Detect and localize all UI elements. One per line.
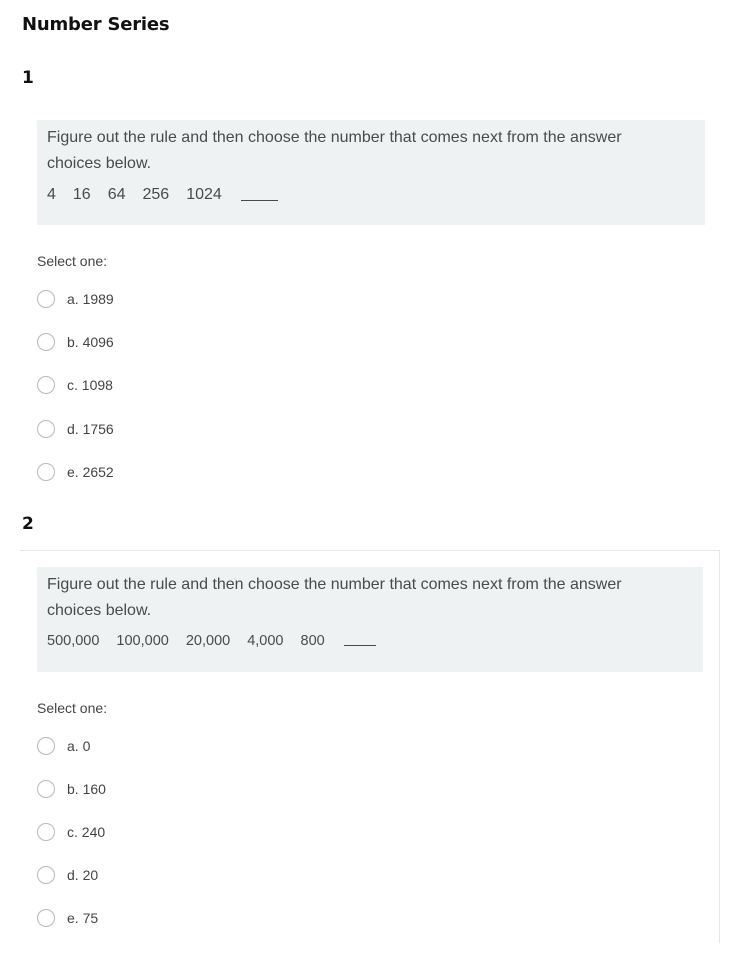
option-d[interactable] [37,864,98,886]
series-term: 20,000 [185,633,231,649]
option-label: d. 20 [67,867,99,883]
radio-button[interactable] [37,737,55,755]
series-term: 500,000 [47,633,100,649]
series-term: 16 [72,186,91,203]
radio-button[interactable] [37,376,55,394]
option-e[interactable] [37,907,98,929]
question-prompt: Figure out the rule and then choose the number that comes next from the answer choices below. [47,129,622,172]
option-d[interactable] [37,418,114,440]
option-c[interactable] [37,821,105,843]
option-b[interactable] [37,778,106,800]
option-label: c. 1098 [67,377,113,393]
option-a[interactable] [37,735,90,757]
option-label: a. 0 [67,738,91,754]
question-text-box [37,567,703,672]
option-label: b. 4096 [67,334,114,350]
option-label: e. 2652 [67,464,114,480]
series-term: 64 [107,186,126,203]
series-term: 4,000 [247,633,284,649]
option-b[interactable] [37,331,114,353]
number-series [47,186,695,204]
select-one-label: Select one: [37,253,108,269]
question-number: 2 [22,514,34,534]
option-label: a. 1989 [67,291,114,307]
number-series [47,633,693,649]
series-term: 800 [300,633,325,649]
question-number: 1 [22,68,34,88]
option-a[interactable] [37,288,114,310]
radio-button[interactable] [37,420,55,438]
radio-button[interactable] [37,866,55,884]
radio-button[interactable] [37,823,55,841]
series-term: 256 [142,186,170,203]
radio-button[interactable] [37,333,55,351]
answer-blank [241,199,278,201]
radio-button[interactable] [37,780,55,798]
answer-blank [344,644,376,646]
option-label: b. 160 [67,781,106,797]
option-c[interactable] [37,374,113,396]
option-label: d. 1756 [67,421,114,437]
question-text-box [37,120,705,225]
series-term: 1024 [186,186,222,203]
series-term: 100,000 [116,633,169,649]
series-term: 4 [47,186,56,203]
option-e[interactable] [37,461,114,483]
radio-button[interactable] [37,909,55,927]
radio-button[interactable] [37,463,55,481]
option-label: c. 240 [67,824,106,840]
radio-button[interactable] [37,290,55,308]
page-title: Number Series [22,14,170,35]
select-one-label: Select one: [37,700,108,716]
question-prompt: Figure out the rule and then choose the number that comes next from the answer choices below. [47,576,622,619]
option-label: e. 75 [67,910,99,926]
